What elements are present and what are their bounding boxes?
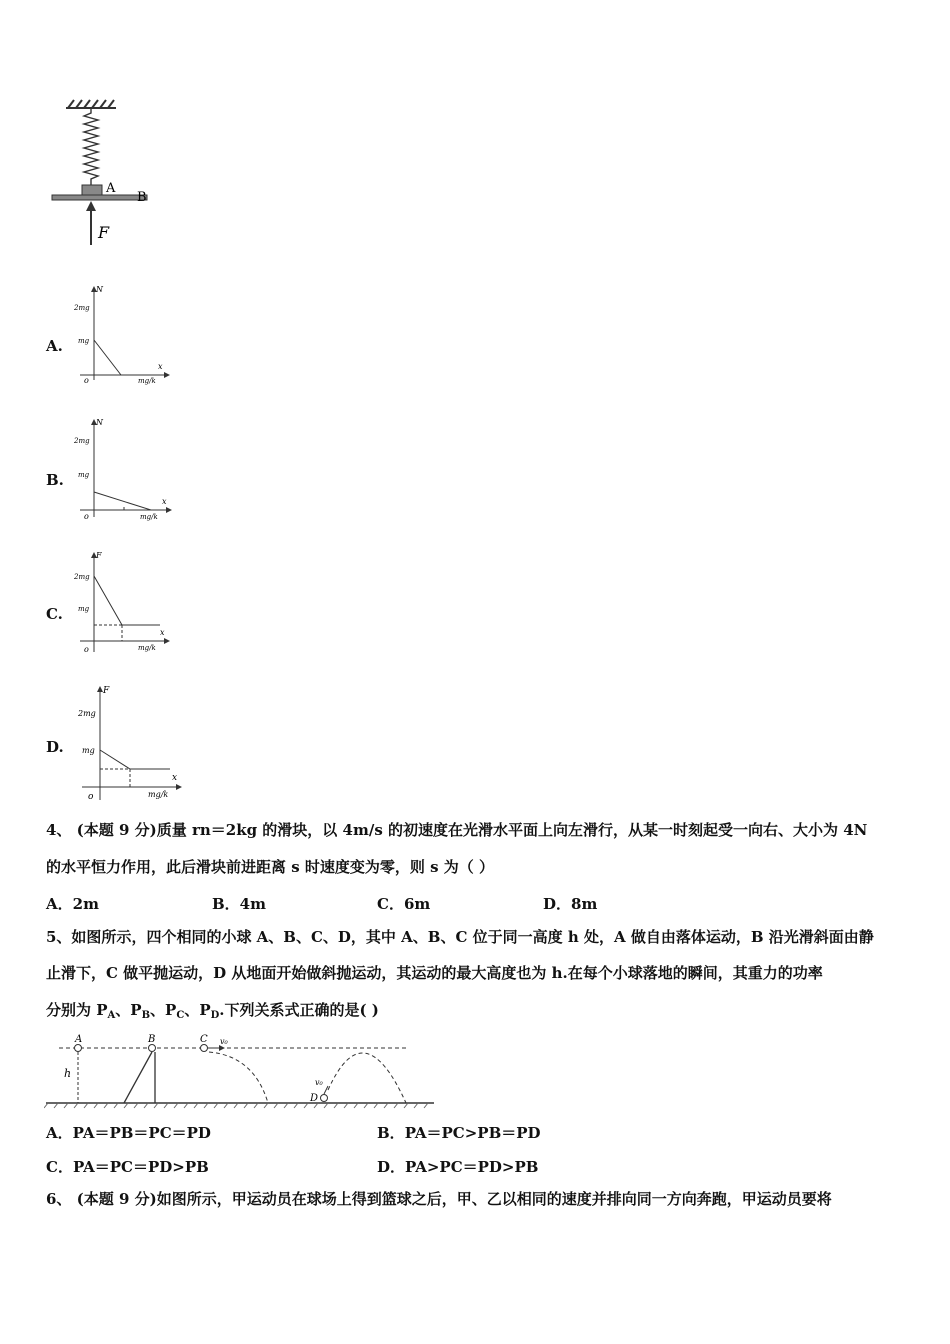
y-axis-label: N [96,285,103,294]
x-axis-label: x [162,497,167,506]
q4-option-b: B．4m [212,895,266,913]
x-axis-label: x [158,362,163,371]
label-b: B [137,190,147,205]
graph-d [72,682,192,804]
v0-label-c: v₀ [220,1037,228,1046]
q4-option-a: A．2m [46,895,99,913]
q5-line1: 5、如图所示，四个相同的小球 A、B、C、D，其中 A、B、C 位于同一高度 h 处，A 做自由落体运动，B 沿光滑斜面由静 [46,928,874,946]
ball-a-label: A [75,1034,83,1045]
option-d-label: D. [46,738,64,756]
height-label: h [64,1067,72,1080]
ball-d-label: D [310,1093,319,1104]
q5-line3: 分别为 $P_A$、$P_B$、$P_C$、$P_D$.下列关系式正确的是( ) [46,1001,379,1021]
tick-mgk: mg/k [138,377,156,385]
q5-option-d: D．PA>PC＝PD>PB [377,1158,539,1176]
tick-mg: mg [78,337,90,345]
tick-2mg: 2mg [78,709,96,718]
graph-c [70,548,180,656]
y-axis-label: F [103,686,110,696]
y-axis-label: N [96,418,103,427]
q5-option-a: A．PA＝PB＝PC＝PD [46,1124,211,1142]
tick-mg: mg [78,605,90,613]
tick-mg: mg [78,471,90,479]
q5-line2: 止滑下，C 做平抛运动，D 从地面开始做斜抛运动，其运动的最大高度也为 h.在每个小球落地的瞬间，其重力的功率 [46,964,823,982]
v0-label-d: v₀ [315,1078,323,1087]
origin-label: o [84,512,89,521]
label-f: F [98,223,110,242]
q5-option-b: B．PA＝PC>PB＝PD [377,1124,541,1142]
q4-option-d: D．8m [543,895,598,913]
origin-label: o [84,376,89,385]
x-axis-label: x [172,773,178,783]
spring-figure [40,95,170,255]
origin-label: o [84,645,89,654]
tick-mg: mg [82,746,95,755]
block-a [82,185,102,195]
board-b [52,195,147,200]
option-a-label: A. [46,337,63,355]
option-b-label: B. [46,471,64,489]
y-axis-label: F [96,551,102,560]
tick-2mg: 2mg [74,437,90,445]
q4-option-c: C．6m [377,895,431,913]
graph-a [70,282,180,387]
ball-b-label: B [148,1034,156,1045]
q6-line1: 6、 (本题 9 分)如图所示，甲运动员在球场上得到篮球之后，甲、乙以相同的速度并排向同一方向奔跑，甲运动员要将 [46,1190,832,1208]
label-a: A [106,181,116,196]
origin-label: o [88,792,94,802]
q4-line2: 的水平恒力作用，此后滑块前进距离 s 时速度变为零，则 s 为（ ） [46,858,495,876]
tick-mgk: mg/k [140,513,158,521]
tick-2mg: 2mg [74,304,90,312]
ball-c-label: C [200,1034,208,1045]
tick-mgk: mg/k [138,644,156,652]
projectile-figure [44,1030,439,1110]
option-c-label: C. [46,605,63,623]
q4-line1: 4、 (本题 9 分)质量 rn＝2kg 的滑块，以 4m/s 的初速度在光滑水平面上向左滑行，从某一时刻起受一向右、大小为 4N [46,821,868,839]
x-axis-label: x [160,628,165,637]
tick-mgk: mg/k [148,790,169,799]
q5-option-c: C．PA＝PC＝PD>PB [46,1158,209,1176]
tick-2mg: 2mg [74,573,90,581]
graph-b [70,415,180,523]
